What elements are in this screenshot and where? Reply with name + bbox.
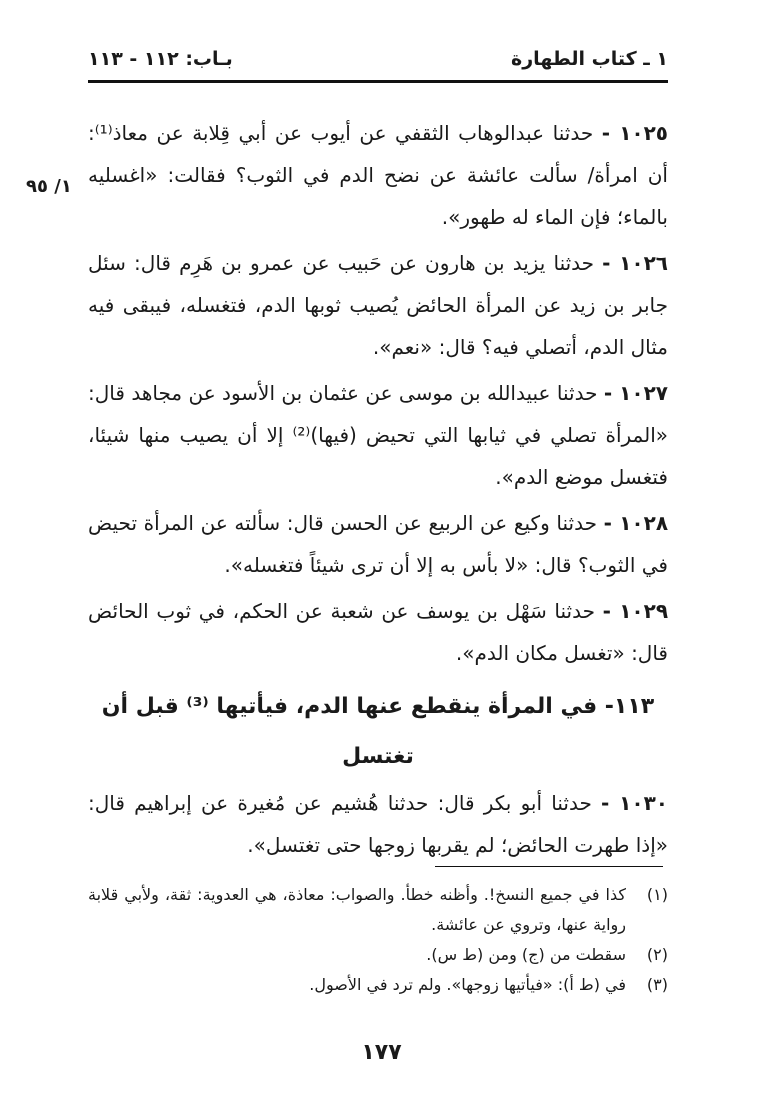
footnote-text: في (ط أ): «فيأتيها زوجها». ولم ترد في الأصول. [309, 975, 626, 994]
chapter-heading: ١١٣- في المرأة ينقطع عنها الدم، فيأتيها ⁽³⁾ قبل أن تغتسل [101, 694, 655, 769]
hadith-paragraph [88, 782, 668, 866]
hadith-paragraph [88, 242, 668, 368]
hadith-text: حدثنا عبيدالله بن موسى عن عثمان بن الأسود عن مجاهد قال: «المرأة تصلي في ثيابها التي تحيض (فيها)⁽²⁾ إلا أن يصيب منها شيئا، فتغسل موضع الدم». [88, 381, 668, 489]
hadith-number: ١٠٢٦ - [602, 251, 668, 275]
footnote-mark: (٢) [646, 945, 668, 964]
body-text [88, 112, 668, 870]
margin-reference: ١/ ٩٥ [26, 176, 72, 197]
footnote [88, 970, 668, 1000]
header-rule [88, 80, 668, 83]
hadith-text: حدثنا أبو بكر قال: حدثنا هُشيم عن مُغيرة عن إبراهيم قال: «إذا طهرت الحائض؛ لم يقربها زوجها حتى تغتسل». [88, 791, 668, 857]
hadith-text: حدثنا عبدالوهاب الثقفي عن أيوب عن أبي قِلابة عن معاذ⁽¹⁾: أن امرأة/ سألت عائشة عن نضح الدم في الثوب؟ فقالت: «اغسليه بالماء؛ فإن الماء له طهور». [88, 121, 668, 229]
hadith-paragraph [88, 112, 668, 238]
running-header [88, 44, 668, 74]
hadith-paragraph [88, 372, 668, 498]
footnote-mark: (٣) [646, 975, 668, 994]
hadith-number: ١٠٢٥ - [601, 121, 669, 145]
hadith-paragraph [88, 590, 668, 674]
hadith-paragraph [88, 502, 668, 586]
footnote-text: سقطت من (ج) ومن (ط س). [426, 945, 626, 964]
footnote-mark: (١) [646, 885, 668, 904]
footnote-text: كذا في جميع النسخ!. وأظنه خطأ. والصواب: معاذة، هي العدوية: ثقة، ولأبي قلابة رواية عنها، وتروي عن عائشة. [88, 885, 626, 934]
footnote [88, 880, 668, 940]
hadith-number: ١٠٢٨ - [603, 511, 669, 535]
hadith-number: ١٠٣٠ - [601, 791, 668, 815]
hadith-number: ١٠٢٧ - [603, 381, 668, 405]
hadith-text: حدثنا وكيع عن الربيع عن الحسن قال: سألته عن المرأة تحيض في الثوب؟ قال: «لا بأس به إلا أن ترى شيئاً فتغسله». [88, 511, 668, 577]
page-number: ١٧٧ [361, 1040, 402, 1065]
footnote-rule [435, 866, 663, 867]
chapter-range: بـاب: ١١٢ - ١١٣ [88, 48, 233, 70]
hadith-number: ١٠٢٩ - [602, 599, 669, 623]
footnotes [88, 880, 668, 1000]
hadith-text: حدثنا يزيد بن هارون عن حَبيب عن عمرو بن هَرِم قال: سئل جابر بن زيد عن المرأة الحائض يُصيب ثوبها الدم، فتغسله، فيبقى فيه مثال الدم، أتصلي فيه؟ قال: «نعم». [88, 251, 668, 359]
footnote [88, 940, 668, 970]
book-title: ١ ـ كتاب الطهارة [511, 48, 668, 70]
hadith-text: حدثنا سَهْل بن يوسف عن شعبة عن الحكم، في ثوب الحائض قال: «تغسل مكان الدم». [88, 599, 668, 665]
